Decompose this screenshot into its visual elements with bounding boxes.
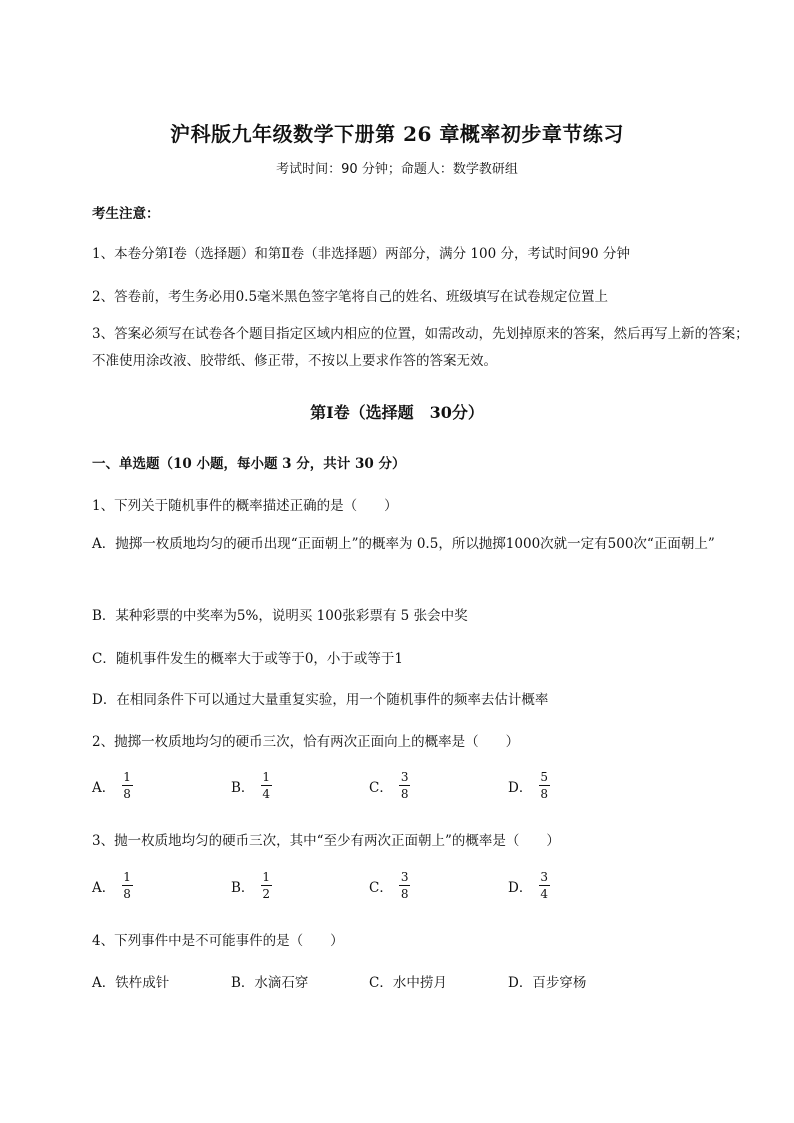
fraction-bar <box>539 785 550 786</box>
notice-heading: 考生注意： <box>92 206 160 222</box>
denominator: 8 <box>400 787 409 801</box>
fraction <box>399 870 411 901</box>
notice-item-3: 3、答案必须写在试卷各个题目指定区域内相应的位置，如需改动，先划掉原来的答案，然后再写上新的答案；不准使用涂改液、胶带纸、修正带，不按以上要求作答的答案无效。 <box>92 326 749 369</box>
fraction <box>538 870 550 901</box>
numerator: 3 <box>540 870 548 884</box>
fraction <box>399 770 411 801</box>
fraction <box>538 770 550 801</box>
question-2-option-b <box>231 770 272 801</box>
numerator: 3 <box>400 870 409 884</box>
option-label: C． <box>369 779 393 796</box>
numerator: 3 <box>400 770 409 784</box>
question-1-stem: 1、下列关于随机事件的概率描述正确的是（ ） <box>92 498 398 514</box>
numerator: 1 <box>123 870 131 884</box>
question-1-option-d: D．在相同条件下可以通过大量重复实验，用一个随机事件的频率去估计概率 <box>92 692 549 708</box>
fraction-bar <box>122 785 133 786</box>
question-4-stem: 4、下列事件中是不可能事件的是（ ） <box>92 933 344 949</box>
question-4-option-b: B．水滴石穿 <box>231 975 309 991</box>
fraction-bar <box>122 885 133 886</box>
question-2-option-a <box>92 770 133 801</box>
question-3-stem: 3、抛一枚质地均匀的硬币三次，其中“至少有两次正面朝上”的概率是（ ） <box>92 833 560 849</box>
denominator: 8 <box>123 887 131 901</box>
fraction <box>121 770 133 801</box>
question-4-option-a: A．铁杵成针 <box>92 975 170 991</box>
option-label: A． <box>92 779 116 796</box>
denominator: 8 <box>123 787 131 801</box>
numerator: 1 <box>262 870 271 884</box>
question-4-option-d: D．百步穿杨 <box>508 975 587 991</box>
fraction-bar <box>399 785 410 786</box>
option-label: B． <box>231 779 255 796</box>
denominator: 8 <box>400 887 409 901</box>
section-title: 第Ⅰ卷（选择题 30分） <box>310 403 484 422</box>
numerator: 1 <box>123 770 131 784</box>
fraction-bar <box>261 785 272 786</box>
question-3-option-b <box>231 870 272 901</box>
denominator: 4 <box>540 887 548 901</box>
fraction-bar <box>261 885 272 886</box>
question-3-option-a <box>92 870 133 901</box>
notice-item-2: 2、答卷前，考生务必用0.5毫米黑色签字笔将自己的姓名、班级填写在试卷规定位置上 <box>92 289 609 305</box>
exam-info: 考试时间：90 分钟；命题人：数学教研组 <box>276 162 518 177</box>
question-4-option-c: C．水中捞月 <box>369 975 447 991</box>
denominator: 4 <box>262 787 271 801</box>
question-3-option-d <box>508 870 550 901</box>
option-label: A． <box>92 879 116 896</box>
question-1-option-a: A．抛掷一枚质地均匀的硬币出现“正面朝上”的概率为 0.5，所以抛掷1000次就一定有500次“正面朝上” <box>92 536 715 552</box>
question-2-stem: 2、抛掷一枚质地均匀的硬币三次，恰有两次正面向上的概率是（ ） <box>92 734 520 750</box>
page-title: 沪科版九年级数学下册第 26 章概率初步章节练习 <box>170 122 624 146</box>
part-heading: 一、单选题（10 小题，每小题 3 分，共计 30 分） <box>92 456 406 472</box>
option-label: D． <box>508 879 533 896</box>
numerator: 1 <box>262 770 271 784</box>
fraction-bar <box>399 885 410 886</box>
option-label: B． <box>231 879 255 896</box>
question-1-option-c: C．随机事件发生的概率大于或等于0，小于或等于1 <box>92 651 404 667</box>
numerator: 5 <box>540 770 548 784</box>
option-label: D． <box>508 779 533 796</box>
fraction-bar <box>539 885 550 886</box>
question-1-option-b: B．某种彩票的中奖率为5%，说明买 100张彩票有 5 张会中奖 <box>92 608 468 624</box>
option-label: C． <box>369 879 393 896</box>
fraction <box>260 770 272 801</box>
fraction <box>121 870 133 901</box>
denominator: 2 <box>262 887 271 901</box>
denominator: 8 <box>540 787 548 801</box>
question-3-option-c <box>369 870 410 901</box>
question-2-option-d <box>508 770 550 801</box>
notice-item-1: 1、本卷分第Ⅰ卷（选择题）和第Ⅱ卷（非选择题）两部分，满分 100 分，考试时间90 分钟 <box>92 246 630 262</box>
question-2-option-c <box>369 770 410 801</box>
fraction <box>260 870 272 901</box>
